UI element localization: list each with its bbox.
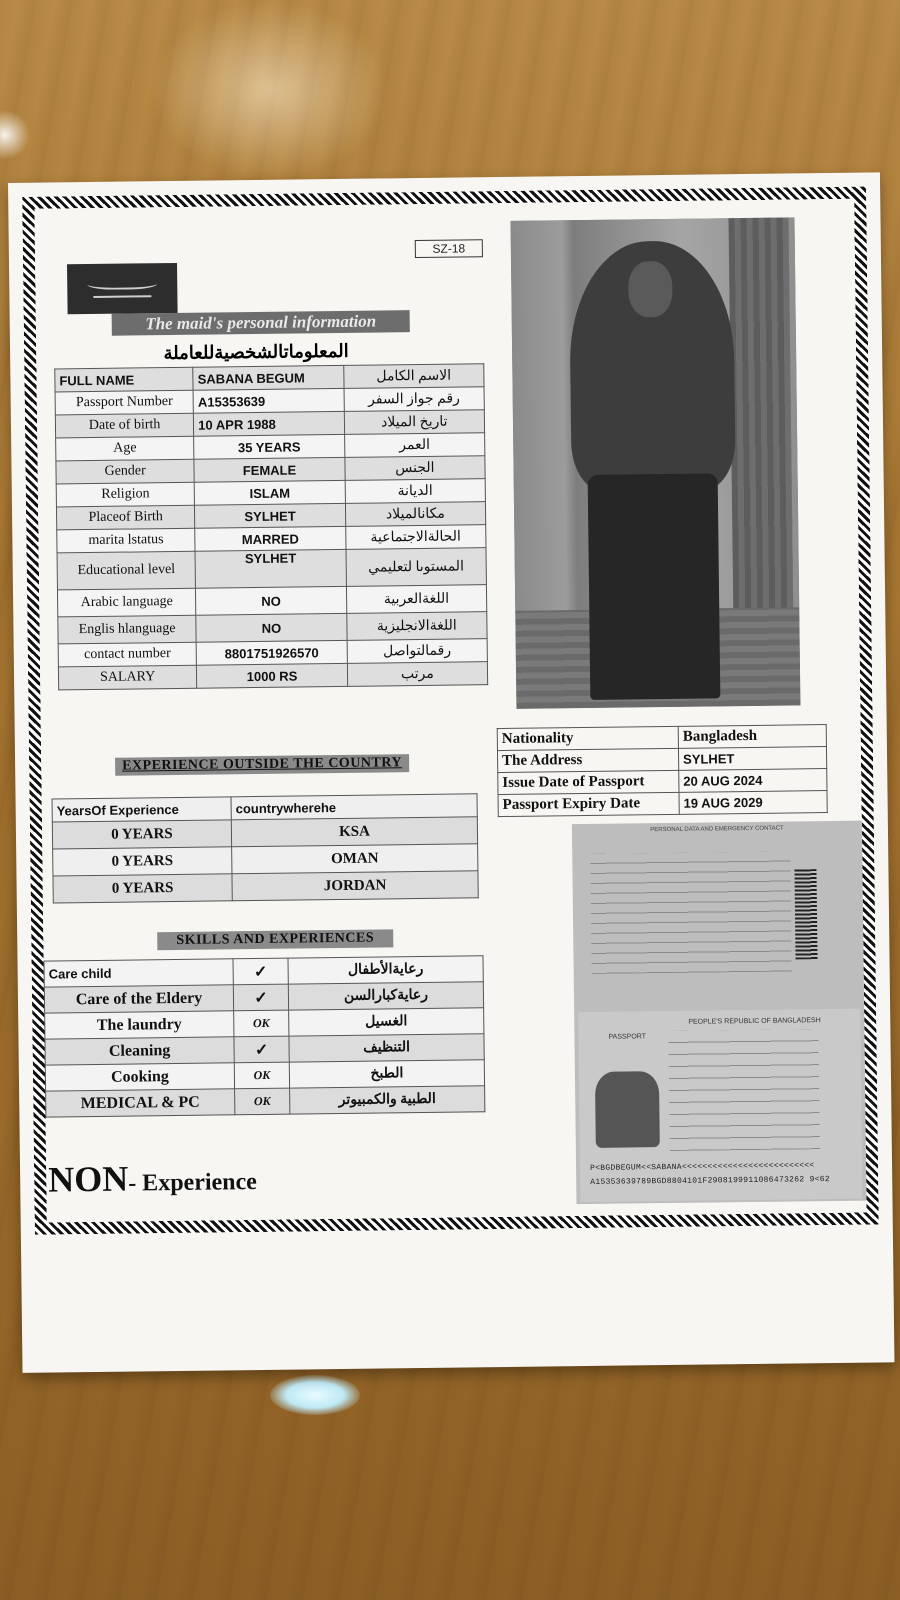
info-value: MARRED: [195, 526, 346, 551]
non-experience-small: - Experience: [128, 1169, 258, 1197]
info-label-ar: مكانالميلاد: [345, 502, 486, 527]
passport-label: PASSPORT: [608, 1033, 647, 1041]
info-label: Educational level: [57, 551, 196, 590]
document-content: [34, 199, 866, 1223]
info-label-ar: رقم جواز السفر: [344, 387, 485, 412]
non-experience-big: NON: [47, 1158, 129, 1200]
info-label-ar: الديانة: [345, 479, 486, 504]
nationality-label: The Address: [497, 748, 678, 772]
mrz-line-1: P<BGDBEGUM<<SABANA<<<<<<<<<<<<<<<<<<<<<<<<<<: [590, 1161, 815, 1173]
info-label-ar: رقمالتواصل: [347, 639, 488, 664]
nationality-label: Passport Expiry Date: [498, 792, 679, 816]
skill-name-ar: الغسيل: [289, 1008, 484, 1036]
mrz-line-2: A15353639789BGD8804101F2908199911086473262 9<62: [590, 1175, 831, 1187]
info-label: contact number: [58, 642, 197, 667]
light-glare-left: [0, 110, 30, 160]
info-label-ar: الحالةالاجتماعية: [345, 525, 486, 550]
light-glare: [150, 0, 390, 180]
info-label: Passport Number: [55, 390, 194, 415]
passport-fields: [668, 1029, 819, 1151]
info-value: SYLHET: [195, 549, 346, 588]
nationality-value: 19 AUG 2029: [679, 791, 827, 815]
info-value: FEMALE: [194, 457, 345, 482]
skill-row: [46, 1086, 485, 1117]
nationality-value: 20 AUG 2024: [679, 769, 827, 793]
skill-name: Care of the Eldery: [44, 985, 233, 1013]
experience-header-country: countrywherehe: [231, 794, 477, 820]
skill-name-ar: رعايةالأطفال: [288, 956, 483, 984]
info-label: Age: [56, 436, 195, 461]
skill-name: Care child: [44, 959, 233, 987]
personal-info-table: [54, 363, 488, 690]
info-label: Placeof Birth: [56, 505, 195, 530]
experience-table: [52, 793, 479, 903]
skill-name-ar: التنظيف: [289, 1034, 484, 1062]
info-label: marita lstatus: [57, 528, 196, 553]
skills-table: [44, 955, 486, 1117]
skill-name: MEDICAL & PC: [46, 1089, 235, 1117]
skill-mark: ✓: [233, 984, 288, 1011]
non-experience-label: [48, 1156, 257, 1201]
skill-mark: OK: [235, 1088, 290, 1115]
info-value: NO: [196, 586, 347, 615]
info-label-ar: الجنس: [345, 456, 486, 481]
info-label-ar: اللغةالانجليزية: [346, 612, 487, 641]
info-value: 1000 RS: [197, 663, 348, 688]
experience-country: OMAN: [232, 844, 478, 874]
info-value: SYLHET: [195, 503, 346, 528]
info-row: [57, 548, 486, 590]
skill-mark: ✓: [234, 1036, 289, 1063]
passport-republic: PEOPLE'S REPUBLIC OF BANGLADESH: [688, 1017, 821, 1026]
skill-name: Cleaning: [45, 1037, 234, 1065]
saudi-flag-logo: [67, 263, 178, 314]
info-label-ar: اللغةالعربية: [346, 585, 487, 614]
info-label: Gender: [56, 459, 195, 484]
experience-header-years: YearsOf Experience: [52, 797, 231, 822]
info-label-ar: تاريخ الميلاد: [344, 410, 485, 435]
nationality-table: [497, 724, 828, 817]
experience-row: [53, 871, 478, 903]
info-row: [58, 662, 487, 690]
skills-section-title: SKILLS AND EXPERIENCES: [157, 929, 393, 950]
skill-name: The laundry: [45, 1011, 234, 1039]
info-label-ar: مرتب: [347, 662, 488, 687]
info-label-ar: المستوىا لتعليمي: [346, 548, 487, 587]
info-value: 35 YEARS: [194, 434, 345, 459]
nationality-label: Issue Date of Passport: [498, 770, 679, 794]
info-label: Arabic language: [57, 588, 196, 617]
info-label: Religion: [56, 482, 195, 507]
nationality-label: Nationality: [497, 726, 678, 750]
skill-mark: OK: [234, 1062, 289, 1089]
info-value: A15353639: [193, 388, 344, 413]
skill-name-ar: رعايةكبارالسن: [288, 982, 483, 1010]
info-label-ar: الاسم الكامل: [343, 364, 484, 389]
passport-photo-page: [578, 1009, 862, 1202]
info-label: SALARY: [58, 665, 197, 690]
experience-section-title: EXPERIENCE OUTSIDE THE COUNTRY: [115, 754, 409, 776]
skill-name-ar: الطبية والكمبيوتر: [290, 1086, 485, 1114]
experience-country: JORDAN: [232, 871, 478, 901]
light-reflection: [270, 1375, 360, 1415]
info-value: 8801751926570: [196, 640, 347, 665]
passport-copy: [572, 821, 867, 1205]
skill-name-ar: الطبخ: [289, 1060, 484, 1088]
info-label: Date of birth: [55, 413, 194, 438]
passport-data-lines: [590, 851, 791, 973]
info-value: NO: [196, 613, 347, 642]
nationality-row: [498, 791, 827, 817]
info-value: SABANA BEGUM: [193, 365, 344, 390]
barcode-icon: [794, 869, 817, 959]
nationality-value: Bangladesh: [678, 725, 826, 749]
info-value: ISLAM: [194, 480, 345, 505]
maid-photo: [511, 217, 801, 708]
info-label: FULL NAME: [55, 367, 194, 392]
experience-country: KSA: [231, 817, 477, 847]
experience-years: 0 YEARS: [53, 847, 232, 876]
document-sheet: [8, 172, 894, 1373]
document-code: SZ-18: [415, 239, 483, 258]
nationality-value: SYLHET: [678, 747, 826, 771]
info-label-ar: العمر: [344, 433, 485, 458]
skill-mark: ✓: [233, 958, 288, 985]
info-value: 10 APR 1988: [194, 411, 345, 436]
passport-data-header: PERSONAL DATA AND EMERGENCY CONTACT: [650, 825, 784, 834]
arabic-title: المعلوماتالشخصيةللعاملة: [163, 340, 349, 364]
title-banner: The maid's personal information: [112, 310, 410, 336]
info-label: Englis hlanguage: [58, 615, 197, 644]
experience-years: 0 YEARS: [53, 874, 232, 903]
skill-name: Cooking: [45, 1063, 234, 1091]
experience-years: 0 YEARS: [52, 820, 231, 849]
skill-mark: OK: [234, 1010, 289, 1037]
passport-photo: [595, 1071, 660, 1148]
